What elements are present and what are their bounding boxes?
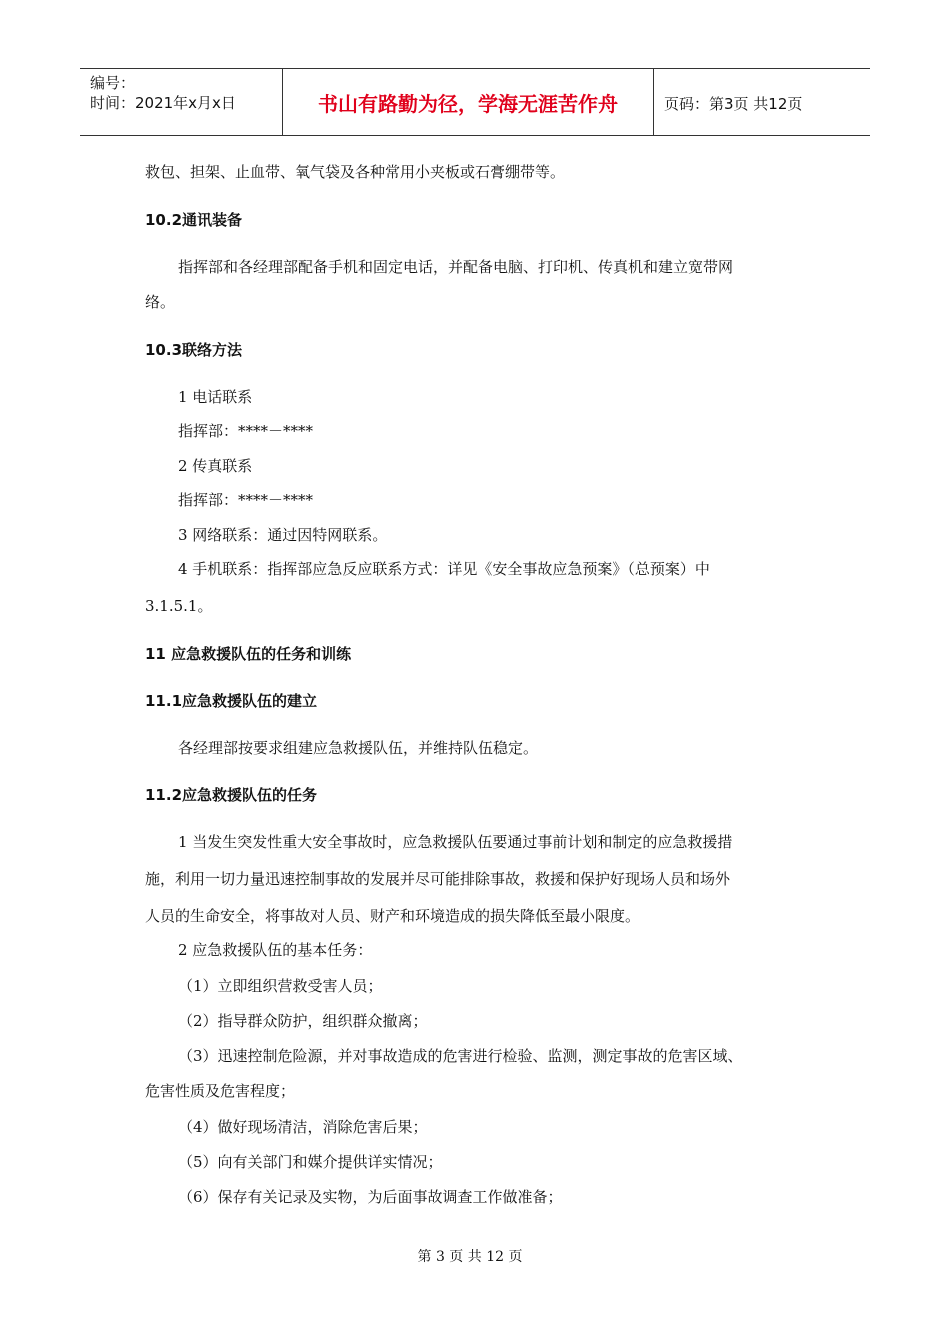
header-divider [653, 69, 654, 135]
paragraph-line: 2 应急救援队伍的基本任务： [178, 941, 373, 959]
section-heading-11-2: 11.2应急救援队伍的任务 [145, 786, 318, 804]
contact-value: 指挥部：****－**** [178, 491, 314, 509]
document-number-label: 编号： [90, 74, 136, 92]
page-footer [0, 1246, 950, 1266]
footer-page-number: 第 3 页 共 12 页 [417, 1249, 523, 1265]
section-heading-11-1: 11.1应急救援队伍的建立 [145, 692, 318, 710]
contact-value: 指挥部：****－**** [178, 422, 314, 440]
list-item: （5）向有关部门和媒介提供详实情况； [178, 1153, 443, 1171]
list-item: （4）做好现场清洁，消除危害后果； [178, 1118, 428, 1136]
paragraph-line: 施，利用一切力量迅速控制事故的发展并尽可能排除事故，救援和保护好现场人员和场外 [145, 870, 731, 888]
header-meta [80, 69, 282, 135]
contact-item: 4 手机联系：指挥部应急反应联系方式：详见《安全事故应急预案》（总预案）中 [178, 560, 710, 578]
paragraph-line: 各经理部按要求组建应急救援队伍，并维持队伍稳定。 [178, 739, 539, 757]
paragraph-line: 1 当发生突发性重大安全事故时，应急救援队伍要通过事前计划和制定的应急救援措 [178, 833, 733, 851]
paragraph-line: 络。 [145, 293, 176, 311]
list-item: （1）立即组织营救受害人员； [178, 977, 383, 995]
paragraph-line: 人员的生命安全，将事故对人员、财产和环境造成的损失降低至最小限度。 [145, 907, 641, 925]
section-heading-11: 11 应急救援队伍的任务和训练 [145, 645, 352, 663]
list-item-continued: 危害性质及危害程度； [145, 1082, 296, 1100]
list-item: （3）迅速控制危险源，并对事故造成的危害进行检验、监测，测定事故的危害区域、 [178, 1047, 743, 1065]
paragraph-line: 指挥部和各经理部配备手机和固定电话，并配备电脑、打印机、传真机和建立宽带网 [178, 258, 734, 276]
contact-item: 3 网络联系：通过因特网联系。 [178, 526, 388, 544]
section-heading-10-3: 10.3联络方法 [145, 341, 243, 359]
document-time-label: 时间：2021年x月x日 [90, 94, 236, 112]
section-heading-10-2: 10.2通讯装备 [145, 211, 243, 229]
paragraph-line: 救包、担架、止血带、氧气袋及各种常用小夹板或石膏绷带等。 [145, 163, 566, 181]
header-motto: 书山有路勤为径，学海无涯苦作舟 [318, 91, 618, 116]
header-page-info: 页码：第3页 共12页 [664, 95, 803, 113]
page-header [80, 68, 870, 136]
list-item: （2）指导群众防护，组织群众撤离； [178, 1012, 428, 1030]
contact-item: 2 传真联系 [178, 457, 253, 475]
contact-item: 3.1.5.1。 [145, 597, 213, 615]
list-item: （6）保存有关记录及实物，为后面事故调查工作做准备； [178, 1188, 563, 1206]
contact-item: 1 电话联系 [178, 388, 253, 406]
